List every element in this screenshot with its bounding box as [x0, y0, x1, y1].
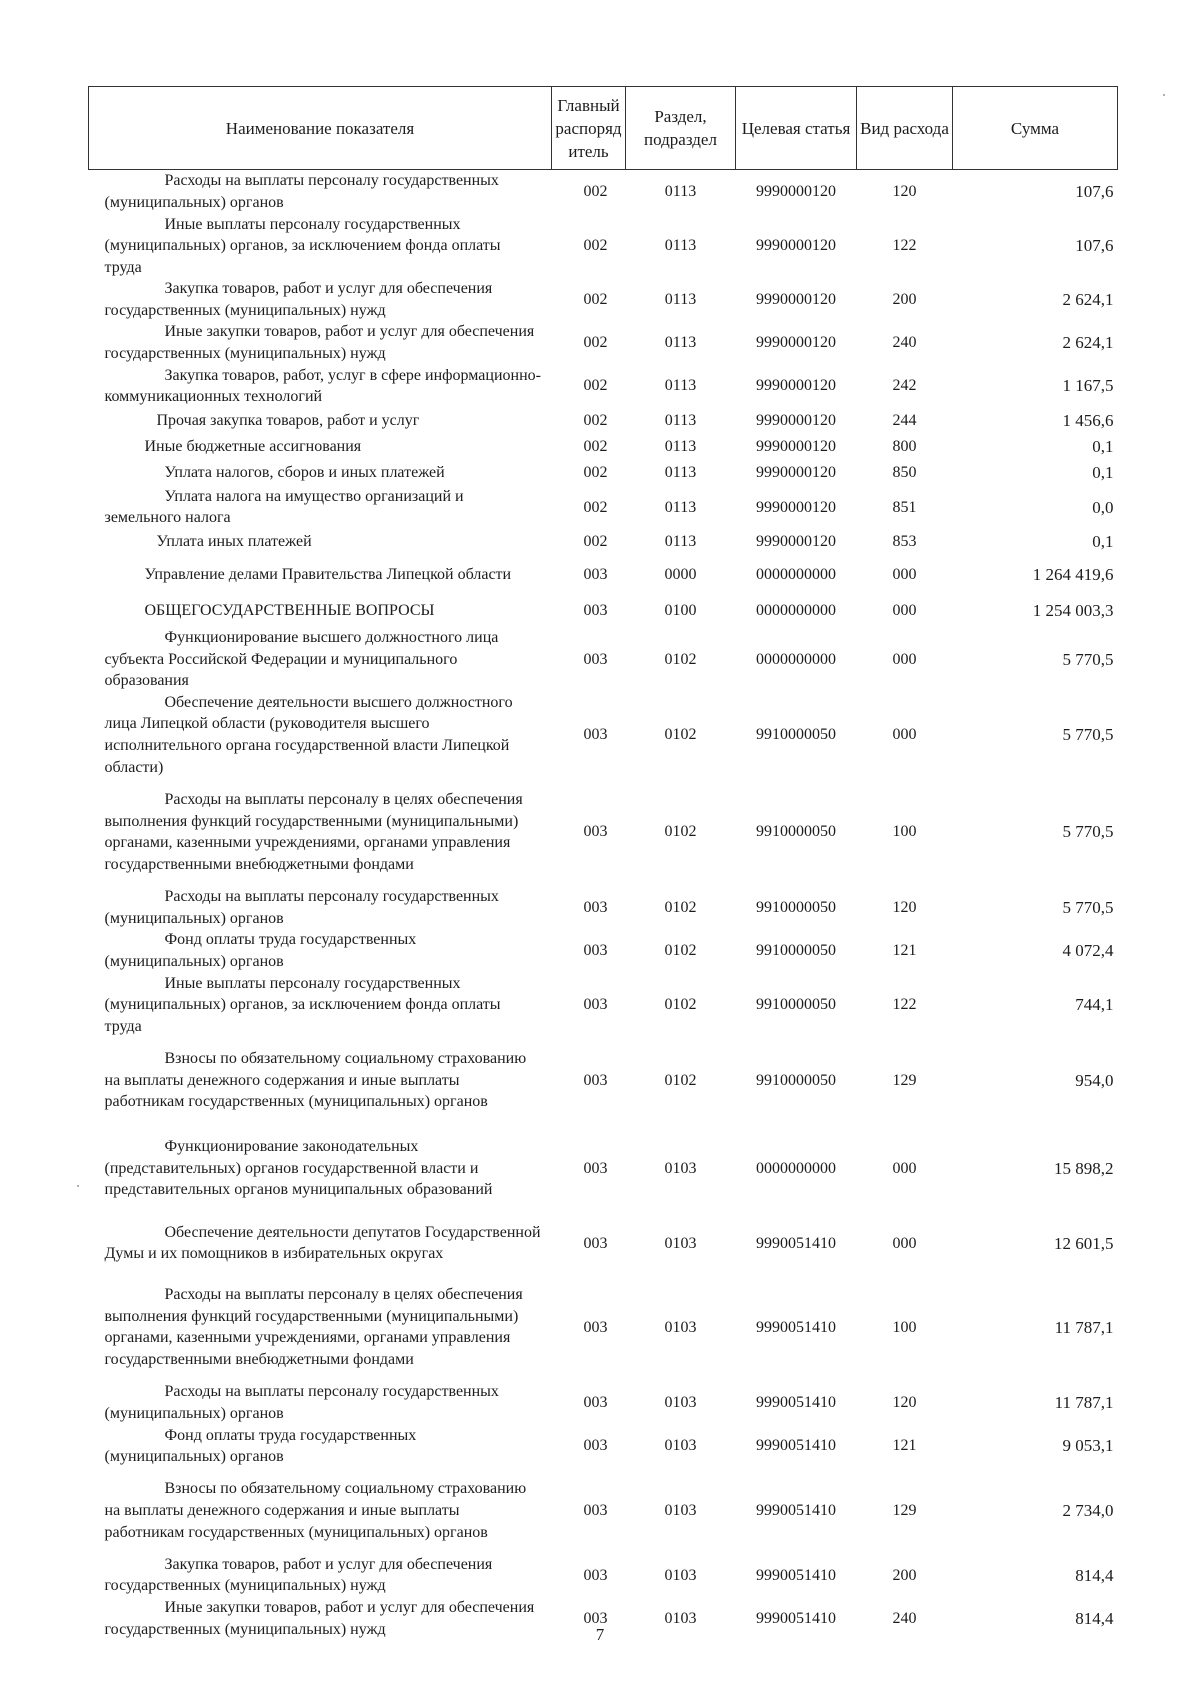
- cell-name: [89, 170, 552, 214]
- cell-razdel: 0113: [664, 533, 697, 551]
- header-razdel: Раздел, подраздел: [626, 87, 736, 170]
- cell-vid: 120: [892, 898, 917, 916]
- cell-summa: 954,0: [1075, 1070, 1114, 1090]
- cell-vid: 853: [892, 533, 917, 551]
- cell-summa: 2 624,1: [1062, 333, 1114, 353]
- cell-razdel: 0102: [664, 1071, 697, 1089]
- cell-glavny: 002: [583, 334, 608, 352]
- cell-name: [89, 1554, 552, 1597]
- cell-vid: 129: [892, 1071, 917, 1089]
- cell-name: [89, 1273, 552, 1381]
- cell-glavny: 002: [583, 464, 608, 482]
- cell-tselevaya: 9990000120: [756, 498, 836, 516]
- cell-vid: 242: [892, 377, 917, 395]
- cell-razdel: 0113: [664, 377, 697, 395]
- cell-summa: 5 770,5: [1062, 897, 1114, 917]
- header-vid: Вид расхода: [857, 87, 953, 170]
- cell-vid: 122: [892, 996, 917, 1014]
- row-label: Иные выплаты персоналу государственных (муниципальных) органов, за исключением фонда оплаты труда: [104, 215, 501, 276]
- cell-name: [89, 529, 552, 555]
- header-name: Наименование показателя: [89, 87, 552, 170]
- table-row: [89, 321, 1118, 364]
- cell-name: [89, 486, 552, 529]
- cell-vid: 000: [892, 726, 917, 744]
- cell-tselevaya: 9990000120: [756, 533, 836, 551]
- cell-name: [89, 627, 552, 692]
- cell-razdel: 0113: [664, 464, 697, 482]
- cell-name: [89, 1381, 552, 1424]
- row-label: Расходы на выплаты персоналу в целях обеспечения выполнения функций государственными (муниципальными) органами, казенными учреждениями, органами управления государственными внебюджетными фондами: [104, 791, 523, 873]
- row-label: Расходы на выплаты персоналу государственных (муниципальных) органов: [104, 172, 499, 211]
- cell-tselevaya: 9990000120: [756, 237, 836, 255]
- cell-summa: 15 898,2: [1054, 1158, 1114, 1178]
- cell-summa: 744,1: [1075, 995, 1114, 1015]
- cell-razdel: 0102: [664, 898, 697, 916]
- cell-name: [89, 434, 552, 460]
- row-label: ОБЩЕГОСУДАРСТВЕННЫЕ ВОПРОСЫ: [144, 602, 435, 620]
- cell-summa: 0,1: [1092, 437, 1114, 457]
- cell-razdel: 0113: [664, 291, 697, 309]
- header-glavny: Главный распоряд итель: [552, 87, 626, 170]
- cell-summa: 5 770,5: [1062, 822, 1114, 842]
- cell-name: [89, 460, 552, 486]
- table-header: [89, 87, 1118, 170]
- cell-summa: 1 167,5: [1062, 376, 1114, 396]
- cell-tselevaya: 9990051410: [756, 1609, 836, 1627]
- cell-tselevaya: 9990000120: [756, 182, 836, 200]
- row-label: Иные закупки товаров, работ и услуг для обеспечения государственных (муниципальных) нужд: [104, 1598, 535, 1638]
- table-row: [89, 365, 1118, 408]
- row-label: Закупка товаров, работ и услуг для обеспечения государственных (муниципальных) нужд: [104, 280, 493, 319]
- row-label: Функционирование законодательных (представительных) органов государственной власти и представительных органов муниципальных образований: [104, 1137, 493, 1199]
- cell-tselevaya: 9990051410: [756, 1501, 836, 1519]
- cell-razdel: 0103: [664, 1159, 697, 1177]
- cell-tselevaya: 0000000000: [756, 650, 836, 668]
- cell-glavny: 003: [583, 996, 608, 1014]
- cell-tselevaya: 9990000120: [756, 291, 836, 309]
- cell-glavny: 003: [583, 1234, 608, 1252]
- cell-razdel: 0102: [664, 650, 697, 668]
- cell-summa: 9 053,1: [1062, 1436, 1114, 1456]
- cell-vid: 100: [892, 823, 917, 841]
- cell-vid: 244: [892, 412, 917, 430]
- cell-name: [89, 1123, 552, 1203]
- row-label: Уплата иных платежей: [156, 533, 312, 551]
- scan-speck: [1163, 94, 1165, 96]
- row-label: Обеспечение деятельности высшего должностного лица Липецкой области (руководителя высшего исполнительного органа государственной власти Липецкой области): [104, 693, 513, 776]
- cell-razdel: 0103: [664, 1318, 697, 1336]
- cell-vid: 000: [892, 1159, 917, 1177]
- cell-razdel: 0113: [664, 237, 697, 255]
- row-label: Прочая закупка товаров, работ и услуг: [156, 412, 420, 430]
- cell-tselevaya: 9910000050: [756, 942, 836, 960]
- cell-tselevaya: 9990051410: [756, 1566, 836, 1584]
- cell-glavny: 003: [583, 1159, 608, 1177]
- cell-name: [89, 1468, 552, 1554]
- table-row: [89, 408, 1118, 434]
- table-row: [89, 692, 1118, 778]
- cell-tselevaya: 9910000050: [756, 1071, 836, 1089]
- cell-razdel: 0103: [664, 1437, 697, 1455]
- cell-razdel: 0103: [664, 1609, 697, 1627]
- row-label: Закупка товаров, работ, услуг в сфере информационно-коммуникационных технологий: [104, 366, 541, 406]
- table-row: [89, 929, 1118, 972]
- cell-razdel: 0103: [664, 1501, 697, 1519]
- cell-glavny: 002: [583, 438, 608, 456]
- cell-name: [89, 595, 552, 627]
- cell-summa: 814,4: [1075, 1608, 1114, 1628]
- cell-glavny: 003: [583, 823, 608, 841]
- cell-vid: 129: [892, 1501, 917, 1519]
- row-label: Обеспечение деятельности депутатов Государственной Думы и их помощников в избирательных округах: [104, 1223, 541, 1263]
- row-label: Иные выплаты персоналу государственных (муниципальных) органов, за исключением фонда оплаты труда: [104, 974, 501, 1035]
- table-row: [89, 434, 1118, 460]
- row-label: Закупка товаров, работ и услуг для обеспечения государственных (муниципальных) нужд: [104, 1555, 493, 1595]
- cell-razdel: 0102: [664, 823, 697, 841]
- cell-name: [89, 214, 552, 279]
- cell-summa: 2 624,1: [1062, 290, 1114, 310]
- cell-summa: 1 456,6: [1062, 411, 1114, 431]
- cell-tselevaya: 9910000050: [756, 726, 836, 744]
- cell-razdel: 0103: [664, 1566, 697, 1584]
- table-row: [89, 1554, 1118, 1597]
- cell-glavny: 003: [583, 1609, 608, 1627]
- cell-glavny: 002: [583, 377, 608, 395]
- cell-razdel: 0113: [664, 438, 697, 456]
- cell-tselevaya: 9990051410: [756, 1234, 836, 1252]
- cell-vid: 851: [892, 498, 917, 516]
- cell-tselevaya: 0000000000: [756, 602, 836, 620]
- row-label: Иные закупки товаров, работ и услуг для обеспечения государственных (муниципальных) нужд: [104, 323, 535, 363]
- table-row: [89, 595, 1118, 627]
- cell-razdel: 0102: [664, 996, 697, 1014]
- cell-name: [89, 278, 552, 321]
- row-label: Взносы по обязательному социальному страхованию на выплаты денежного содержания и иные выплаты работникам государственных (муниципальных) органов: [104, 1480, 527, 1541]
- cell-glavny: 002: [583, 237, 608, 255]
- scan-speck: [77, 1185, 79, 1187]
- cell-tselevaya: 9990051410: [756, 1437, 836, 1455]
- cell-vid: 121: [892, 1437, 917, 1455]
- table-row: [89, 1425, 1118, 1468]
- row-label: Расходы на выплаты персоналу государственных (муниципальных) органов: [104, 1383, 499, 1422]
- cell-vid: 000: [892, 650, 917, 668]
- cell-glavny: 003: [583, 942, 608, 960]
- cell-razdel: 0102: [664, 942, 697, 960]
- cell-glavny: 002: [583, 291, 608, 309]
- table-row: [89, 886, 1118, 929]
- cell-razdel: 0113: [664, 334, 697, 352]
- cell-summa: 5 770,5: [1062, 649, 1114, 669]
- cell-vid: 850: [892, 464, 917, 482]
- table-row: [89, 1203, 1118, 1273]
- cell-glavny: 002: [583, 182, 608, 200]
- cell-vid: 120: [892, 182, 917, 200]
- cell-tselevaya: 9990000120: [756, 412, 836, 430]
- table-row: [89, 973, 1118, 1038]
- cell-name: [89, 1037, 552, 1123]
- cell-razdel: 0000: [664, 566, 697, 584]
- cell-tselevaya: 9990051410: [756, 1394, 836, 1412]
- cell-razdel: 0113: [664, 182, 697, 200]
- cell-glavny: 003: [583, 1437, 608, 1455]
- cell-name: [89, 1203, 552, 1273]
- cell-razdel: 0102: [664, 726, 697, 744]
- cell-vid: 120: [892, 1394, 917, 1412]
- cell-tselevaya: 9910000050: [756, 898, 836, 916]
- cell-summa: 11 787,1: [1054, 1393, 1114, 1413]
- row-label: Расходы на выплаты персоналу государственных (муниципальных) органов: [104, 888, 499, 927]
- cell-summa: 0,1: [1092, 532, 1114, 552]
- cell-razdel: 0100: [664, 602, 697, 620]
- table-body: [89, 170, 1118, 1641]
- header-summa: Сумма: [953, 87, 1118, 170]
- cell-summa: 11 787,1: [1054, 1317, 1114, 1337]
- table-row: [89, 486, 1118, 529]
- cell-glavny: 003: [583, 650, 608, 668]
- budget-table-sheet: [88, 86, 1117, 1640]
- cell-vid: 200: [892, 1566, 917, 1584]
- cell-vid: 000: [892, 602, 917, 620]
- cell-name: [89, 365, 552, 408]
- cell-glavny: 003: [583, 726, 608, 744]
- cell-tselevaya: 9990000120: [756, 464, 836, 482]
- table-row: [89, 460, 1118, 486]
- cell-tselevaya: 0000000000: [756, 1159, 836, 1177]
- budget-table: [88, 86, 1118, 1640]
- cell-glavny: 003: [583, 1071, 608, 1089]
- row-label: Иные бюджетные ассигнования: [144, 438, 362, 456]
- table-row: [89, 555, 1118, 595]
- cell-razdel: 0113: [664, 498, 697, 516]
- cell-vid: 000: [892, 1234, 917, 1252]
- cell-summa: 0,0: [1092, 497, 1114, 517]
- cell-tselevaya: 9910000050: [756, 823, 836, 841]
- cell-vid: 240: [892, 334, 917, 352]
- cell-tselevaya: 9990000120: [756, 438, 836, 456]
- cell-tselevaya: 0000000000: [756, 566, 836, 584]
- row-label: Управление делами Правительства Липецкой области: [144, 566, 512, 584]
- cell-tselevaya: 9990000120: [756, 334, 836, 352]
- table-row: [89, 170, 1118, 214]
- row-label: Функционирование высшего должностного лица субъекта Российской Федерации и муниципального образования: [104, 629, 499, 690]
- cell-name: [89, 1425, 552, 1468]
- cell-glavny: 003: [583, 1566, 608, 1584]
- cell-razdel: 0103: [664, 1394, 697, 1412]
- cell-glavny: 003: [583, 1318, 608, 1336]
- table-row: [89, 214, 1118, 279]
- table-row: [89, 1273, 1118, 1381]
- cell-summa: 107,6: [1075, 181, 1114, 201]
- cell-name: [89, 886, 552, 929]
- row-label: Уплата налогов, сборов и иных платежей: [164, 464, 445, 482]
- cell-vid: 800: [892, 438, 917, 456]
- cell-vid: 122: [892, 237, 917, 255]
- row-label: Фонд оплаты труда государственных (муниципальных) органов: [104, 1426, 417, 1466]
- cell-glavny: 002: [583, 412, 608, 430]
- cell-name: [89, 321, 552, 364]
- table-row: [89, 1037, 1118, 1123]
- cell-name: [89, 778, 552, 886]
- cell-glavny: 003: [583, 1501, 608, 1519]
- cell-summa: 2 734,0: [1062, 1500, 1114, 1520]
- cell-name: [89, 555, 552, 595]
- cell-summa: 814,4: [1075, 1565, 1114, 1585]
- cell-razdel: 0103: [664, 1234, 697, 1252]
- table-row: [89, 1468, 1118, 1554]
- table-row: [89, 1123, 1118, 1203]
- cell-name: [89, 408, 552, 434]
- row-label: Уплата налога на имущество организаций и земельного налога: [104, 487, 464, 527]
- cell-glavny: 002: [583, 498, 608, 516]
- table-row: [89, 627, 1118, 692]
- cell-razdel: 0113: [664, 412, 697, 430]
- cell-vid: 100: [892, 1318, 917, 1336]
- cell-vid: 000: [892, 566, 917, 584]
- table-row: [89, 778, 1118, 886]
- cell-glavny: 003: [583, 898, 608, 916]
- cell-summa: 0,1: [1092, 463, 1114, 483]
- row-label: Взносы по обязательному социальному страхованию на выплаты денежного содержания и иные выплаты работникам государственных (муниципальных) органов: [104, 1049, 527, 1111]
- cell-summa: 1 264 419,6: [1032, 565, 1114, 585]
- row-label: Расходы на выплаты персоналу в целях обеспечения выполнения функций государственными (муниципальными) органами, казенными учреждениями, органами управления государственными внебюджетными фондами: [104, 1286, 523, 1368]
- cell-tselevaya: 9990000120: [756, 377, 836, 395]
- cell-vid: 240: [892, 1609, 917, 1627]
- table-row: [89, 1381, 1118, 1424]
- cell-name: [89, 692, 552, 778]
- cell-summa: 1 254 003,3: [1032, 601, 1114, 621]
- cell-name: [89, 973, 552, 1038]
- cell-summa: 107,6: [1075, 236, 1114, 256]
- cell-summa: 5 770,5: [1062, 725, 1114, 745]
- page-number: 7: [595, 1625, 605, 1644]
- cell-glavny: 003: [583, 566, 608, 584]
- cell-vid: 200: [892, 291, 917, 309]
- cell-tselevaya: 9910000050: [756, 996, 836, 1014]
- table-row: [89, 278, 1118, 321]
- table-row: [89, 529, 1118, 555]
- header-tselevaya: Целевая статья: [736, 87, 857, 170]
- cell-vid: 121: [892, 942, 917, 960]
- cell-glavny: 002: [583, 533, 608, 551]
- cell-summa: 4 072,4: [1062, 941, 1114, 961]
- cell-glavny: 003: [583, 1394, 608, 1412]
- cell-summa: 12 601,5: [1054, 1233, 1114, 1253]
- cell-tselevaya: 9990051410: [756, 1318, 836, 1336]
- row-label: Фонд оплаты труда государственных (муниципальных) органов: [104, 931, 417, 970]
- cell-name: [89, 929, 552, 972]
- cell-glavny: 003: [583, 602, 608, 620]
